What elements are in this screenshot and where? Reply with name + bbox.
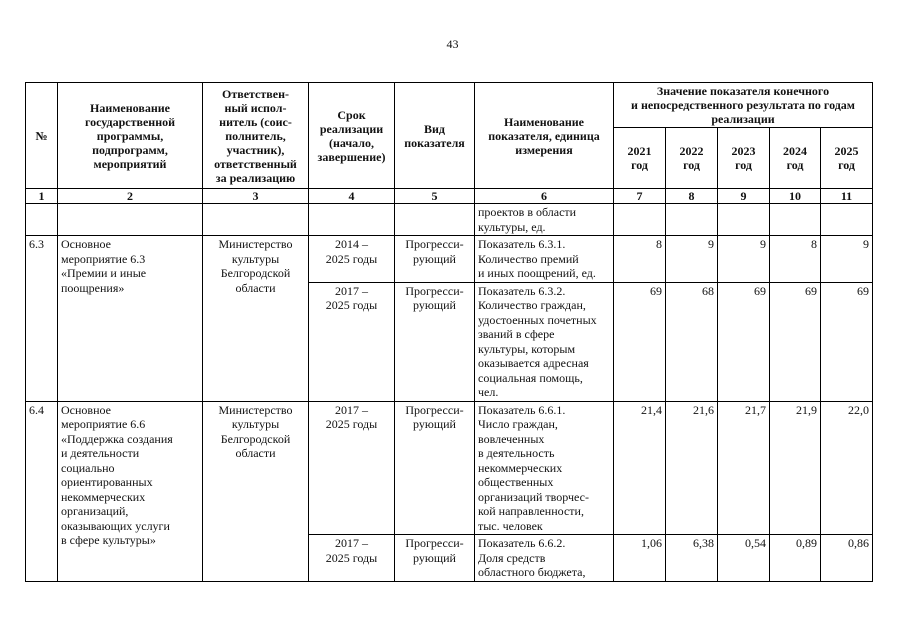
header-values-group: Значение показателя конечного и непосредственного результата по годам реализации	[614, 83, 873, 128]
cell-type: Прогресси- рующий	[395, 401, 475, 535]
header-type: Вид показателя	[395, 83, 475, 189]
cell-indicator: Показатель 6.3.1. Количество премий и иных поощрений, ед.	[475, 236, 614, 283]
cell-period: 2014 – 2025 годы	[309, 236, 395, 283]
cell-value-2023: 69	[718, 282, 770, 401]
cell-value-2025: 0,86	[821, 535, 873, 582]
cell-value	[770, 204, 821, 236]
column-number: 5	[395, 189, 475, 204]
cell-type: Прогресси- рующий	[395, 535, 475, 582]
header-executor: Ответствен- ный испол- нитель (соис- полнитель, участник), ответственный за реализацию	[203, 83, 309, 189]
cell-value	[614, 204, 666, 236]
cell-value-2021: 8	[614, 236, 666, 283]
column-number: 2	[58, 189, 203, 204]
cell-value-2025: 9	[821, 236, 873, 283]
header-year-2025: 2025 год	[821, 128, 873, 189]
table-row-continuation	[26, 204, 873, 236]
header-year-2021: 2021 год	[614, 128, 666, 189]
cell-indicator: проектов в области культуры, ед.	[475, 204, 614, 236]
column-number: 11	[821, 189, 873, 204]
cell-value-2024: 21,9	[770, 401, 821, 535]
cell-type	[395, 204, 475, 236]
cell-num: 6.4	[26, 401, 58, 581]
cell-program: Основное мероприятие 6.3 «Премии и иные поощрения»	[58, 236, 203, 402]
cell-value-2021: 69	[614, 282, 666, 401]
cell-value-2022: 21,6	[666, 401, 718, 535]
table-row-6-6-1	[26, 401, 873, 535]
cell-period: 2017 – 2025 годы	[309, 282, 395, 401]
cell-value	[821, 204, 873, 236]
cell-period	[309, 204, 395, 236]
cell-value-2024: 0,89	[770, 535, 821, 582]
cell-value	[718, 204, 770, 236]
column-number-row	[26, 189, 873, 204]
column-number: 6	[475, 189, 614, 204]
header-year-2024: 2024 год	[770, 128, 821, 189]
cell-indicator: Показатель 6.6.2. Доля средств областного бюджета,	[475, 535, 614, 582]
page-number: 43	[446, 37, 459, 51]
cell-value-2023: 9	[718, 236, 770, 283]
cell-value	[666, 204, 718, 236]
header-program: Наименование государственной программы, подпрограмм, мероприятий	[58, 83, 203, 189]
cell-value-2024: 8	[770, 236, 821, 283]
cell-period: 2017 – 2025 годы	[309, 535, 395, 582]
cell-value-2021: 21,4	[614, 401, 666, 535]
cell-period: 2017 – 2025 годы	[309, 401, 395, 535]
cell-executor: Министерство культуры Белгородской области	[203, 401, 309, 581]
header-year-2022: 2022 год	[666, 128, 718, 189]
cell-value-2024: 69	[770, 282, 821, 401]
indicators-table	[25, 82, 873, 582]
cell-indicator: Показатель 6.3.2. Количество граждан, удостоенных почетных званий в сфере культуры, которым оказывается адресная социальная помощь, чел.	[475, 282, 614, 401]
cell-program	[58, 204, 203, 236]
cell-program: Основное мероприятие 6.6 «Поддержка создания и деятельности социально ориентированных некоммерческих организаций, оказывающих услуги в сфере культуры»	[58, 401, 203, 581]
cell-executor: Министерство культуры Белгородской области	[203, 236, 309, 402]
column-number: 10	[770, 189, 821, 204]
column-number: 9	[718, 189, 770, 204]
cell-value-2023: 0,54	[718, 535, 770, 582]
header-num: №	[26, 83, 58, 189]
cell-value-2025: 69	[821, 282, 873, 401]
cell-value-2021: 1,06	[614, 535, 666, 582]
cell-type: Прогресси- рующий	[395, 282, 475, 401]
column-number: 7	[614, 189, 666, 204]
cell-value-2023: 21,7	[718, 401, 770, 535]
cell-value-2022: 68	[666, 282, 718, 401]
cell-num	[26, 204, 58, 236]
table-row-6-3-1	[26, 236, 873, 283]
cell-indicator: Показатель 6.6.1. Число граждан, вовлеченных в деятельность некоммерческих общественных организаций творчес- кой направленности, тыс. человек	[475, 401, 614, 535]
cell-value-2025: 22,0	[821, 401, 873, 535]
column-number: 4	[309, 189, 395, 204]
cell-type: Прогресси- рующий	[395, 236, 475, 283]
column-number: 3	[203, 189, 309, 204]
header-year-2023: 2023 год	[718, 128, 770, 189]
cell-num: 6.3	[26, 236, 58, 402]
cell-executor	[203, 204, 309, 236]
column-number: 8	[666, 189, 718, 204]
cell-value-2022: 6,38	[666, 535, 718, 582]
header-indicator: Наименование показателя, единица измерения	[475, 83, 614, 189]
column-number: 1	[26, 189, 58, 204]
header-period: Срок реализации (начало, завершение)	[309, 83, 395, 189]
cell-value-2022: 9	[666, 236, 718, 283]
